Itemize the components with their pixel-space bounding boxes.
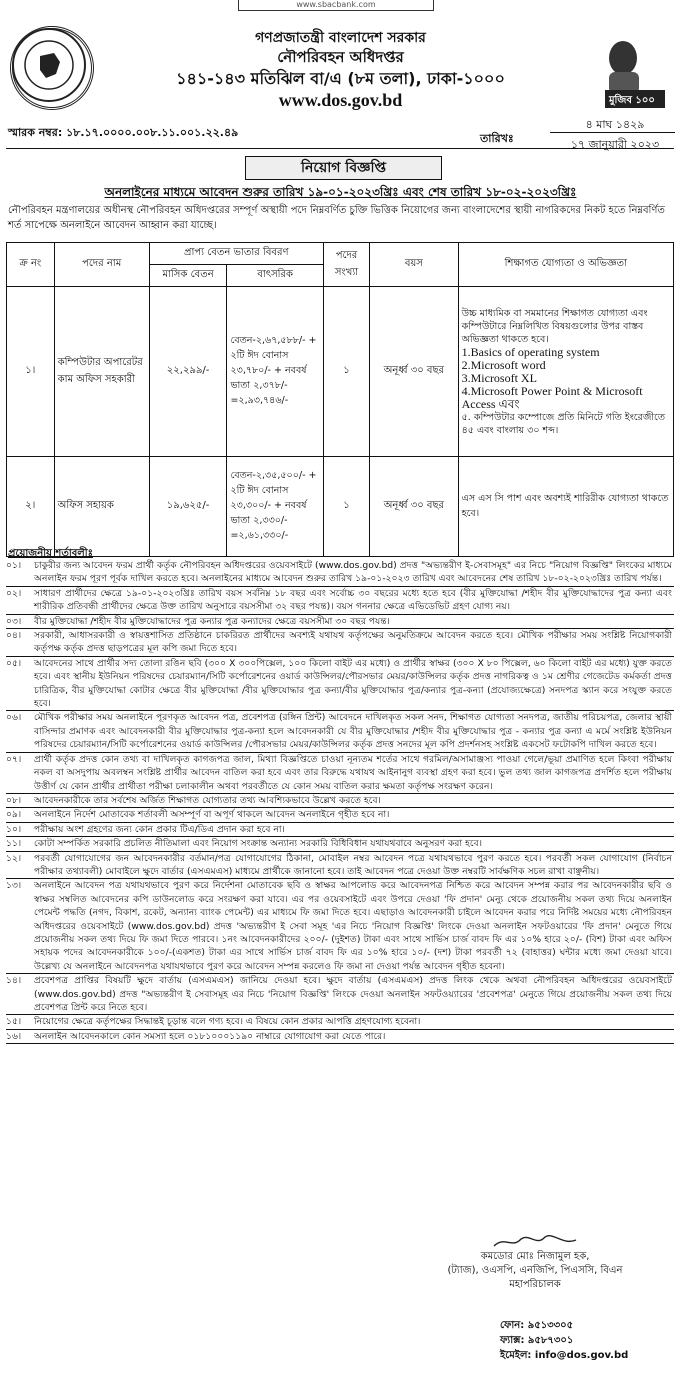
condition-number: ০৩।: [6, 615, 22, 627]
table-row: [7, 287, 674, 457]
condition-number: ১৩।: [6, 880, 22, 892]
posts-table: [6, 242, 674, 557]
condition-number: ১২।: [6, 852, 22, 864]
row-count: ১: [323, 457, 369, 557]
condition-text: আবেদনের সাথে প্রার্থীর সদ্য তোলা রঙিন ছবি (৩০০ X ৩০০পিক্সেল, ১০০ কিলো বাইট এর মধ্যে) ও প্রার্থীর স্বাক্ষর (৩০০ X ৮০ পিক্সেল, ৬০ কিলো বাইট এর মধ্যে) যুক্ত করতে হবে। এবং স্থানীয় ইউনিয়ন পরিষদের চেয়ারম্যান/সিটি কর্পোরেশনের ওয়ার্ড কাউন্সিলর/পৌরসভার মেয়র/কাউন্সিলর কর্তৃক প্রদত্ত নাগরিকত্ব ও ১ম শ্রেণীর গেজেটেড কর্মকর্তা প্রদত্ত চারিত্রিক, বীর মুক্তিযোদ্ধা কোটার ক্ষেত্রে বীর মুক্তিযোদ্ধা /বীর মুক্তিযোদ্ধার পুত্র কন্যা/বীর মুক্তিযোদ্ধার পুত্র/কন্যার পুত্র-কন্যা (প্রযোজ্যক্ষেত্রে) সনদপত্র স্ক্যান করে সংযুক্ত করতে হবে।: [34, 657, 672, 710]
table-row: [7, 457, 674, 557]
condition-text: প্রার্থী কর্তৃক প্রদত্ত কোন তথ্য বা দাখিলকৃত কাগজপত্র জাল, মিথ্যা বিজ্ঞপ্তিতে চাওয়া নূন্যতম শর্তের সাথে গরমিল/অসামাঞ্জস্য পাওয়া গেলে/ভূয়া প্রমাণিত হলে কিংবা পরীক্ষায় নকল বা অসদুপায় অবলম্বন সংশ্লিষ্ট প্রার্থীর আবেদন বাতিল করা হবে এবং তার বিরুদ্ধে যথাযথ আইনানুগ ব্যবস্থা গ্রহণ করা হবে। ভুল তথ্য জাল কাগজপত্র প্রদর্শিত হলে পরীক্ষায় উত্তীর্ণ যে কোন প্রার্থীর প্রার্থীতা পরীক্ষা চলাকালীন অথবা পরবর্তীতে যে কোন সময় বাতিল করার ক্ষমতা কর্তৃপক্ষ সংরক্ষণ করেন।: [34, 753, 672, 792]
col-monthly: মাসিক বেতন: [149, 265, 227, 287]
condition-number: ০১।: [6, 560, 22, 571]
condition-text: পরীক্ষায় অংশ গ্রহণের জন্য কোন প্রকার টিএ/ডিএ প্রদান করা হবে না।: [34, 823, 285, 835]
col-salary-group: প্রাপ্য বেতন ভাতার বিবরণ: [149, 243, 323, 265]
condition-item: [6, 711, 674, 752]
qualification-line: 1.Basics of operating system: [461, 344, 600, 359]
condition-item: [6, 974, 674, 1015]
condition-item: [6, 852, 674, 880]
col-qualification: শিক্ষাগত যোগ্যতা ও অভিজ্ঞতা: [458, 243, 673, 287]
condition-number: ১৬।: [6, 1030, 22, 1042]
condition-item: [6, 559, 674, 587]
signatory-title: মহাপরিচালক: [509, 1279, 561, 1290]
condition-text: সরকারী, আধাসরকারী ও স্বায়ত্তশাসিত প্রতিষ্ঠানে চাকরিরত প্রার্থীদের অবশ্যই যথাযথ কর্তৃপক্ষের অনুমতিক্রমে আবেদন করতে হবে। মৌখিক পরীক্ষার সময় সংশ্লিষ্ট নিয়োগকারী কর্তৃপক্ষ কর্তৃক প্রদত্ত ছাড়পত্রের মূল কপি জমা দিতে হবে।: [34, 630, 672, 655]
row-count: ১: [323, 287, 369, 457]
col-count: পদের সংখ্যা: [323, 243, 369, 287]
row-serial: ২।: [7, 457, 55, 557]
condition-number: ১৫।: [6, 1016, 22, 1028]
memo-label: স্মারক নম্বর:: [8, 126, 63, 139]
qualification-line: 2.Microsoft word: [461, 357, 546, 372]
condition-item: [6, 1015, 674, 1029]
application-dates-text: অনলাইনের মাধ্যমে আবেদন শুরুর তারিখ ১৯-০১-২০২৩খ্রিঃ এবং শেষ তারিখ ১৮-০২-২০২৩খ্রিঃ: [104, 185, 577, 199]
conditions-list: [6, 559, 674, 1044]
date-bangla: ৪ মাঘ ১৪২৯: [585, 118, 645, 131]
condition-text: চাকুরীর জন্য আবেদন ফরম প্রার্থী কর্তৃক নৌপরিবহন অধিদপ্তরের ওয়েবসাইটে (www.dos.gov.bd) প্রদত্ত "অভ্যন্তরীণ ই-সেবাসমূহ" এর নিচে "নিয়োগ বিজ্ঞপ্তি" লিংকের মাধ্যমে অনলাইন ফরম পূরণ পূর্বক দাখিল করতে হবে। অনলাইনের মাধ্যমে আবেদন শুরুর তারিখ ১৯-০১-২০২৩ তারিখ এবং আবেদনের শেষ তারিখ ১৮-০২-২০২৩খ্রিঃ তারিখ পর্যন্ত।: [34, 560, 672, 585]
condition-text: বীর মুক্তিযোদ্ধা /শহীদ বীর মুক্তিযোদ্ধাদের পুত্র কন্যার পুত্র কন্যাদের ক্ষেত্রে বয়সসীমা ৩০ বছর পযন্ত।: [34, 615, 390, 627]
header-divider: [6, 148, 674, 149]
condition-text: সাধারণ প্রার্থীদের ক্ষেত্রে ১৯-০১-২০২৩খ্রিঃ তারিখ বয়স সর্বনিম্ন ১৮ বছর এবং সর্বোচ্চ ৩০ বছরের মধ্যে হতে হবে (বীর মুক্তিযোদ্ধা /শহীদ বীর মুক্তিযোদ্ধাদের পুত্র কন্যা এবং শারীরিক প্রতিবন্ধী প্রার্থীদের ক্ষেত্রে উক্ত তারিখ অনুসারে বয়সসীমা ৩২ বছর পযন্ত)। বয়স গননার ক্ষেত্রে এভিডেভিট গ্রহণ যোগ্য নয়।: [34, 587, 672, 613]
condition-item: [6, 657, 674, 712]
application-dates: [0, 184, 681, 204]
col-age: বয়স: [370, 243, 458, 287]
mujib-100-logo: [595, 30, 673, 112]
condition-text: প্রবেশপত্র প্রাপ্তির বিষয়টি ক্ষুদে বার্তায় (এসএমএস) জানিয়ে দেওয়া হবে। ক্ষুদে বার্তায় (এসএমএস) প্রদত্ত লিংক থেকে অথবা নৌপরিবহন অধিদপ্তরের ওয়েবসাইটে (www.dos.gov.bd) প্রদত্ত "অভ্যন্তরীণ ই সেবাসমূহ এর নিচে 'নিয়োগ বিজ্ঞপ্তি' লিংকে দেওয়া অনলাইন সফটওয়্যারের 'প্রবেশপত্র' মেনুতে গিয়ে প্রয়োজনীয় সকল তথ্য দিয়ে প্রবেশপত্র প্রিন্ট করে নিতে হবে।: [34, 975, 672, 1013]
date-label: তারিখঃ: [480, 132, 514, 145]
row-age: অনূর্ধ্ব ৩০ বছর: [370, 287, 458, 457]
signatory-credentials: (ট্যাজ), ওএসপি, এনজিপি, পিএসসি, বিএন: [447, 1265, 623, 1276]
condition-number: ১৪।: [6, 975, 22, 987]
address: ১৪১-১৪৩ মতিঝিল বা/এ (৮ম তলা), ঢাকা-১০০০: [176, 69, 505, 88]
signatory-name: কমডোর মোঃ নিজামুল হক,: [480, 1251, 590, 1262]
condition-number: ০৮।: [6, 794, 22, 806]
condition-number: ১০।: [6, 823, 22, 835]
row-post: কম্পিউটার অপারেটর কাম অফিস সহকারী: [54, 287, 149, 457]
notice-title: নিয়োগ বিজ্ঞপ্তি: [245, 156, 442, 180]
intro-paragraph: নৌপরিবহন মন্ত্রণালয়ের অধীনস্থ নৌপরিবহন অধিদপ্তরের সম্পূর্ণ অস্থায়ী পদে নিম্নবর্ণিত চুক্তি ভিত্তিক নিয়োগের জন্য বাংলাদেশের স্থায়ী নাগরিকদের নিকট হতে নিম্নবর্ণিত শর্ত সাপেক্ষে অনলাইনে আবেদন আহ্বান করা যাচ্ছে।: [8, 205, 665, 231]
qualification-line: ৫. কম্পিউটার কম্পোজে প্রতি মিনিটে গতি ইংরেজীতে ৪৫ এবং বাংলায় ৩০ শব্দ।: [461, 411, 666, 436]
date-english: ১৭ জানুয়ারী ২০২৩: [570, 138, 660, 151]
condition-item: [6, 823, 674, 837]
condition-item: [6, 753, 674, 794]
col-serial: ক্র নং: [7, 243, 55, 287]
condition-text: অনলাইন আবেদনকালে কোন সমস্যা হলে ০১৮১০০০১১৯০ নাম্বারে যোগাযোগ করা যেতে পারে।: [34, 1030, 386, 1042]
top-banner: [0, 0, 681, 12]
gov-title: গণপ্রজাতন্ত্রী বাংলাদেশ সরকার: [255, 30, 426, 46]
qualification-line: 4.Microsoft Power Point & Microsoft Access এবং: [461, 383, 643, 411]
conditions-title: প্রয়োজনীয় শর্তাবলীঃ: [8, 548, 93, 559]
condition-number: ০৪।: [6, 630, 22, 642]
condition-item: [6, 794, 674, 808]
signature-block: [400, 1234, 670, 1292]
row-age: অনূর্ধ্ব ৩০ বছর: [370, 457, 458, 557]
col-yearly: বাৎসরিক: [227, 265, 323, 287]
memo-number: [8, 124, 238, 143]
condition-item: [6, 1030, 674, 1044]
condition-number: ০২।: [6, 587, 22, 599]
date-divider: [550, 132, 675, 133]
condition-item: [6, 615, 674, 629]
contact-block: [500, 1318, 678, 1363]
condition-text: নিয়োগের ক্ষেত্রে কর্তৃপক্ষের সিদ্ধান্তই চূড়ান্ত বলে গণ্য হবে। এ বিষয়ে কোন প্রকার আপত্তি গ্রহণযোগ্য হবেনা।: [34, 1016, 421, 1028]
qualification-line: 3.Microsoft XL: [461, 370, 537, 385]
condition-text: পরবর্তী যোগাযোগের জন আবেদনকারীর বর্তমান/পত্র যোগাযোগের ঠিকানা, মোবাইল নম্বর আবেদন পত্রে যথাযথভাবে পুরণ করতে হবে। পরবর্তী সকল যোগাযোগ (নির্বাচন পরীক্ষার তথ্যাবলী) মোবাইলে ক্ষুদে বার্তার (এসএমএস) মাধ্যমে প্রার্থীকে জানানো হবে। তাই আবেদন পত্রে দেওয়া উক্ত নম্বরটি সার্বক্ষণিক সচল রাখা বাঞ্ছনীয়।: [34, 852, 672, 877]
condition-item: [6, 808, 674, 822]
row-yearly: বেতন-২,৩৫,৫০০/- + ২টি ঈদ বোনাস ২৩,৩০০/- + নববর্ষ ভাতা ২,৩৩০/- =২,৬১,৩৩০/-: [227, 457, 323, 557]
condition-number: ০৬।: [6, 712, 22, 724]
condition-text: আবেদনকারীকে তার সর্বশেষ অর্জিত শিক্ষাগত যোগ্যতার তথ্য আবশ্যিকভাবে উল্লেখ করতে হবে।: [34, 794, 381, 806]
condition-text: অনলাইনে নির্দেশ মোতাবেক শর্তাবলী অসম্পূর্ণ বা অপূর্ণ থাকলে আবেদন অনলাইনে গৃহীত হবে না।: [34, 809, 390, 821]
condition-number: ০৫।: [6, 657, 22, 669]
condition-number: ০৭।: [6, 753, 22, 765]
condition-item: [6, 629, 674, 657]
condition-item: [6, 837, 674, 851]
department-name: নৌপরিবহন অধিদপ্তর: [277, 48, 404, 66]
condition-item: [6, 879, 674, 974]
condition-number: ০৯।: [6, 809, 22, 821]
website: www.dos.gov.bd: [278, 90, 403, 110]
condition-text: মৌখিক পরীক্ষার সময় অনলাইনে পূরণকৃত আবেদন পত্র, প্রবেশপত্র (রঙ্গিন প্রিন্ট) আবেদনে দাখিলকৃত সকল সনদ, শিক্ষাগত যোগ্যতা সনদপত্র, জাতীয় পরিচয়পত্র, জেলার স্থায়ী বাসিন্দার প্রমাণক এবং আবেদনকারী বীর মুক্তিযোদ্ধার পুত্র-কন্যা হলে আবেদনকারী যে বীর মুক্তিযোদ্ধার /শহীদ বীর মুক্তিযোদ্ধার পুত্র - কন্যার পুত্র কন্যা এ মর্মে সংশ্লিষ্ট ইউনিয়ন পরিষদের চেয়ারম্যান/সিটি কর্পোরেশনের ওয়ার্ড কাউন্সিলর /পৌরসভার মেয়র/কাউন্সিলর কর্তৃক প্রদত্ত সনদের মূল কপি প্রদর্শনসহ সংশ্লিষ্ট একসেট ফটোকপি দাখিল করতে হবে।: [34, 712, 672, 751]
portrait-text: মুজিব ১০০: [609, 95, 655, 106]
row-post: অফিস সহায়ক: [54, 457, 149, 557]
contact-email[interactable]: ইমেইল: info@dos.gov.bd: [500, 1350, 629, 1361]
row-qualification: [458, 287, 673, 457]
qualification-line: উচ্চ মাধ্যমিক বা সমমানের শিক্ষাগত যোগ্যতা এবং কম্পিউটারে নিম্নলিখিত বিষয়গুলোর উপর বাস্তব অভিজ্ঞতা থাকতে হবে।: [461, 307, 648, 345]
condition-text: কোটা সম্পর্কিত সরকারি প্রচলিত নীতিমালা এবং নিয়োগ সংক্রান্ত অন্যান্য সরকারি বিধিবিধান যথাযথবাবে অনুসরণ করা হবে।: [34, 838, 482, 850]
contact-phone: ফোন: ৯৫১৩৩০৫: [500, 1320, 574, 1331]
row-monthly: ১৯,৬২৫/-: [149, 457, 227, 557]
contact-fax: ফ্যাক্স: ৯৫৮৭৩০১: [500, 1335, 574, 1346]
condition-text: অনলাইনে আবেদন পত্র যথাযথভাবে পুরণ করে নির্দেশনা মোতাবেক ছবি ও স্বাক্ষর আপলোড করে আবেদনপত্র নিশ্চিত করে আবেদন সম্পন্ন করার পর আবেদনকারীর ছবি ও স্বাক্ষর সম্বলিত আবেদনের কপি ডাউনলোড করে সংরক্ষণ করা যাবে। এর পর ওয়েবসাইটে এবং উপরে দেওয়া 'ফি প্রদান' মেন্যু থেকে প্রয়োজনীয় সকল তথ্য দিয়ে অনলাইন পেমেন্ট পদ্ধতি (নগদ, বিকাশ, রকেট, অন্যান্য ব্যাংক পেমেন্ট) এর মাধ্যমে ফি জমা দিতে হবে। এছাড়াও আবেদনকারী চাইলে আবেদন করার পরে নির্দিষ্ট সময়ের মধ্যে নৌপরিবহন অধিদপ্তরের ওয়েবসাইটে (www.dos.gov.bd) প্রদত্ত 'অভ্যন্তরীণ ই সেবা সমূহ 'এর নিচে 'নিয়োগ বিজ্ঞপ্তি' লিংকে দেওয়া অনলাইন সফটওয়ারের 'ফি প্রদান' মেনুতে গিয়ে প্রয়োজনীয় সকল তথ্য দিয়ে ফি জমা দিতে পারবে। ১নং আবেদনকারীদের ২০০/- (দুইশত) টাকা এবং সাথে সার্ভিস চার্জ বাবদ ফি এর ১০% হারে ২০/- (বিশ) টাকা এবং অফিস সহায়ক পদের আবেদনকারীকে ১০০/-(একশত) টাকা এর সাথে সার্ভিস চার্জ বাবদ ফি এর ১০% হারে ১০/- (দশ) টাকা পরবর্তী ৭২ (বাহাত্তর) ঘন্টার মধ্যে জমা দেওয়া যাবে। উল্লেখ্য যে অনলাইনে আবেদনপত্র যথাযথভাবে পুরণ করে আবেদন সম্পন্ন করলেও ফি জমা না দেওয়া পর্যন্ত আবেদন গৃহীত হবেনা।: [34, 880, 672, 972]
row-serial: ১।: [7, 287, 55, 457]
qualification-line: এস এস সি পাশ এবং অবশ্যই শারিরীক যোগ্যতা থাকতে হবে।: [461, 492, 669, 519]
col-post: পদের নাম: [54, 243, 149, 287]
letterhead: [0, 14, 681, 114]
row-yearly: বেতন-২,৬৭,৫৮৮/- + ২টি ঈদ বোনাস ২৩,৭৮০/- + নববর্ষ ভাতা ২,৩৭৮/- =২,৯৩,৭৪৬/-: [227, 287, 323, 457]
signature-mark: [490, 1234, 580, 1250]
condition-item: [6, 587, 674, 615]
condition-number: ১১।: [6, 838, 22, 850]
row-monthly: ২২,২৯৯/-: [149, 287, 227, 457]
memo-value: ১৮.১৭.০০০০.০০৮.১১.০০১.২২.৪৯: [66, 126, 239, 139]
row-qualification: [458, 457, 673, 557]
top-banner-url: www.sbacbank.com: [238, 0, 434, 11]
